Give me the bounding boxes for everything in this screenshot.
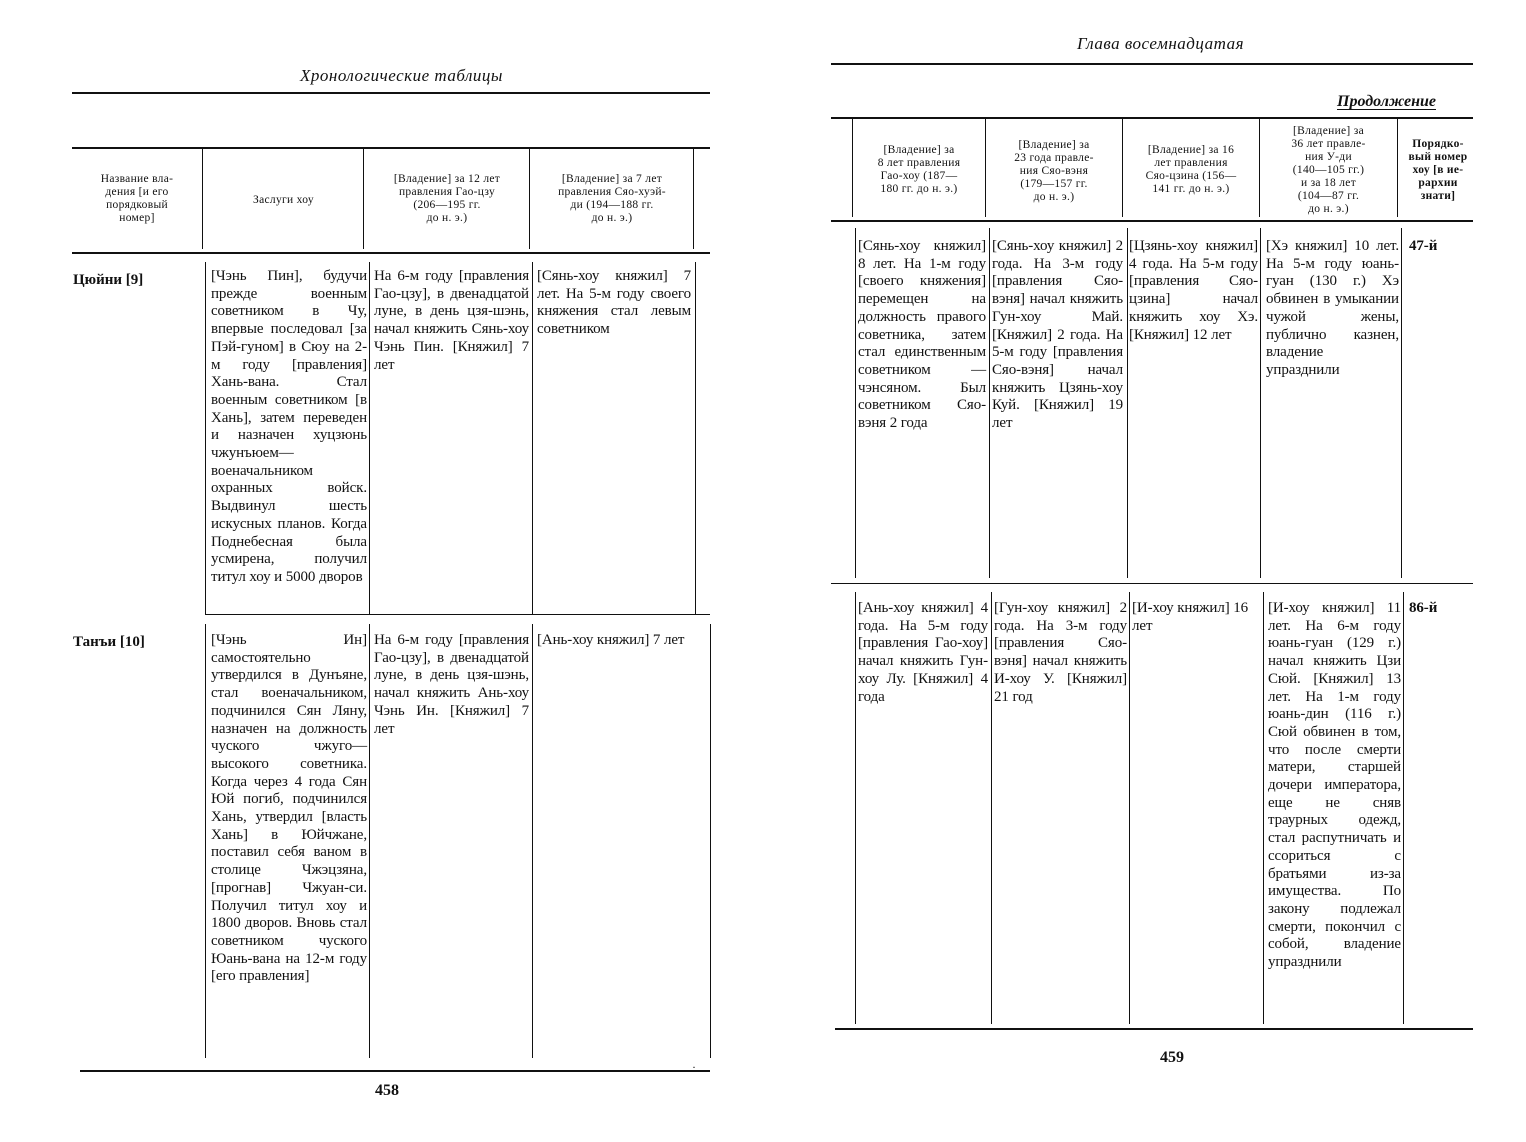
column-line-right-4b bbox=[1401, 228, 1402, 578]
column-line-left-1c bbox=[205, 624, 206, 1058]
row-separator-right bbox=[831, 583, 1473, 584]
table-bottom-rule-right bbox=[835, 1028, 1473, 1030]
domain-name-tangyi: Танъи [10] bbox=[73, 634, 145, 650]
xiaojing-row1: [Цзянь-хоу княжил] 4 года. На 5-м году [правления Сяо-цзина] начал княжить хоу Хэ. [Княжил] 12 лет bbox=[1129, 238, 1258, 343]
rank-row2: 86-й bbox=[1409, 600, 1438, 616]
domain-name-qiuni: Цюйни [9] bbox=[73, 272, 144, 288]
gaozu-tangyi: На 6-м году [правления Гао-цзу], в двенадцатой луне, в день цзя-шэнь, начал княжить Ань-хоу Чэнь Ин. [Княжил] 7 лет bbox=[374, 632, 529, 737]
gaohou-row2: [Ань-хоу княжил] 4 года. На 5-м году [правления Гао-хоу] начал княжить Гун-хоу Лу. [Княжил] 4 года bbox=[858, 600, 988, 705]
continuation-label: Продолжение bbox=[1337, 93, 1436, 110]
header-gaozu: [Владение] за 12 лет правления Гао-цзу (206—195 гг. до н. э.) bbox=[393, 173, 501, 224]
wudi-row2: [И-хоу княжил] 11 лет. На 6-м году юань-гуан (129 г.) начал княжить Цзи Сюй. [Княжил] 13 лет. На 1-м году юань-дин (116 г.) Сюй обвинен в том, что после смерти матери, старшей дочери императора, еще не сняв траурных одежд, стал распутничать и ссориться с братьями из-за имущества. По закону подлежал смерти, покончил с собой, владение упразднили bbox=[1268, 600, 1401, 971]
column-line-right-2b bbox=[1127, 228, 1128, 578]
column-line-left-3b bbox=[532, 262, 533, 614]
header-rule-left bbox=[72, 92, 710, 94]
header-wudi: [Владение] за 36 лет правле- ния У-ди (140—105 гг.) и за 18 лет (104—87 гг. до н. э.) bbox=[1291, 125, 1366, 215]
page-number-right: 459 bbox=[1160, 1049, 1184, 1066]
column-line-left-4c bbox=[710, 624, 711, 1058]
wudi-row1: [Хэ княжил] 10 лет. На 5-м году юань-гуан (130 г.) Хэ обвинен в умыкании чужой жены, публично казнен, владение упразднили bbox=[1266, 238, 1399, 378]
column-line-right-0 bbox=[852, 119, 853, 217]
xiaowen-row1: [Сянь-хоу княжил] 2 года. На 3-м году [правления Сяо-вэня] начал княжить Гун-хоу Май. [Княжил] 2 года. На 5-м году [правления Сяо-вэня] начал княжить Цзянь-хоу Куй. [Княжил] 19 лет bbox=[992, 238, 1123, 432]
header-xiaojing: [Владение] за 16 лет правления Сяо-цзина (156— 141 гг. до н. э.) bbox=[1145, 144, 1237, 195]
running-head-left: Хронологические таблицы bbox=[300, 66, 503, 85]
table-top-rule-left bbox=[72, 147, 710, 149]
column-line-left-2 bbox=[363, 149, 364, 249]
table-header-rule-right bbox=[831, 220, 1473, 222]
header-xiaohui: [Владение] за 7 лет правления Сяо-хуэй- ди (194—188 гг. до н. э.) bbox=[558, 173, 666, 224]
xiaojing-row2: [И-хоу княжил] 16 лет bbox=[1132, 600, 1249, 634]
column-line-left-2c bbox=[369, 624, 370, 1058]
column-line-right-2 bbox=[1122, 119, 1123, 217]
column-line-left-4 bbox=[693, 149, 694, 249]
column-line-left-4b bbox=[695, 262, 696, 614]
row-separator-left bbox=[205, 614, 710, 615]
column-line-left-1b bbox=[205, 262, 206, 614]
print-mark: · bbox=[692, 1060, 696, 1074]
table-top-rule-right bbox=[831, 117, 1473, 119]
gaohou-row1: [Сянь-хоу княжил] 8 лет. На 1-м году [своего княжения] перемещен на должность правого советника, затем стал единственным советником — чэнсяном. Был советником Сяо-вэня 2 года bbox=[858, 238, 986, 432]
column-line-left-2b bbox=[369, 262, 370, 614]
table-bottom-rule-left bbox=[80, 1070, 710, 1072]
table-header-rule-left bbox=[72, 252, 710, 254]
merit-tangyi: [Чэнь Ин] самостоятельно утвердился в Дунъяне, стал военачальником, подчинился Сян Ляну, назначен на должность чуского чжуго—высокого советника. Когда через 4 года Сян Юй погиб, подчинился Хань, утвердил [власть Хань] в Юйчжане, поставил себя ваном в столице Чжэцзяна, [прогнав] Чжуан-си. Получил титул хоу и 1800 дворов. Вновь стал советником чуского Юань-вана на 12-м году [его правления] bbox=[211, 632, 367, 985]
header-merits: Заслуги хоу bbox=[253, 194, 314, 206]
column-line-left-3 bbox=[529, 149, 530, 249]
column-line-left-1 bbox=[202, 149, 203, 249]
column-line-right-4c bbox=[1403, 592, 1404, 1024]
column-line-right-0b bbox=[855, 228, 856, 578]
header-gaohou: [Владение] за 8 лет правления Гао-хоу (187— 180 гг. до н. э.) bbox=[877, 144, 961, 195]
column-line-right-3c bbox=[1263, 592, 1264, 1024]
column-line-right-0c bbox=[855, 592, 856, 1024]
xiaohui-tangyi: [Ань-хоу княжил] 7 лет bbox=[537, 632, 685, 648]
column-line-left-3c bbox=[532, 624, 533, 1058]
column-line-right-3 bbox=[1259, 119, 1260, 217]
rank-row1: 47-й bbox=[1409, 238, 1438, 254]
column-line-right-1 bbox=[985, 119, 986, 217]
column-line-right-3b bbox=[1260, 228, 1261, 578]
merit-qiuni: [Чэнь Пин], будучи прежде военным советником в Чу, впервые последовал [за Пэй-гуном] в Сюу на 2-м году [правления] Хань-вана. Стал военным советником [в Хань], затем переведен и назначен хуцзюнь чжунъюем—военачальником охранных войск. Выдвинул шесть искусных планов. Когда Поднебесная была усмирена, получил титул хоу и 5000 дворов bbox=[211, 268, 367, 585]
header-domain-name: Название вла- дения [и его порядковый номер] bbox=[100, 173, 174, 224]
column-line-right-1b bbox=[989, 228, 990, 578]
xiaowen-row2: [Гун-хоу княжил] 2 года. На 3-м году [правления Сяо-вэня] начал княжить И-хоу У. [Княжил] 21 год bbox=[994, 600, 1127, 705]
xiaohui-qiuni: [Сянь-хоу княжил] 7 лет. На 5-м году своего княжения стал левым советником bbox=[537, 268, 691, 338]
header-xiaowen: [Владение] за 23 года правле- ния Сяо-вэня (179—157 гг. до н. э.) bbox=[1014, 139, 1094, 203]
column-line-right-1c bbox=[991, 592, 992, 1024]
column-line-right-4 bbox=[1397, 119, 1398, 217]
page-number-left: 458 bbox=[375, 1082, 399, 1099]
running-head-right: Глава восемнадцатая bbox=[1077, 34, 1244, 53]
right-page bbox=[763, 0, 1526, 1142]
gaozu-qiuni: На 6-м году [правления Гао-цзу], в двенадцатой луне, в день цзя-шэнь, начал княжить Сянь-хоу Чэнь Пин. [Княжил] 7 лет bbox=[374, 268, 529, 373]
column-line-right-2c bbox=[1129, 592, 1130, 1024]
header-rule-right bbox=[831, 63, 1473, 65]
header-rank: Порядко- вый номер хоу [в ие- рархии знати] bbox=[1408, 138, 1468, 202]
